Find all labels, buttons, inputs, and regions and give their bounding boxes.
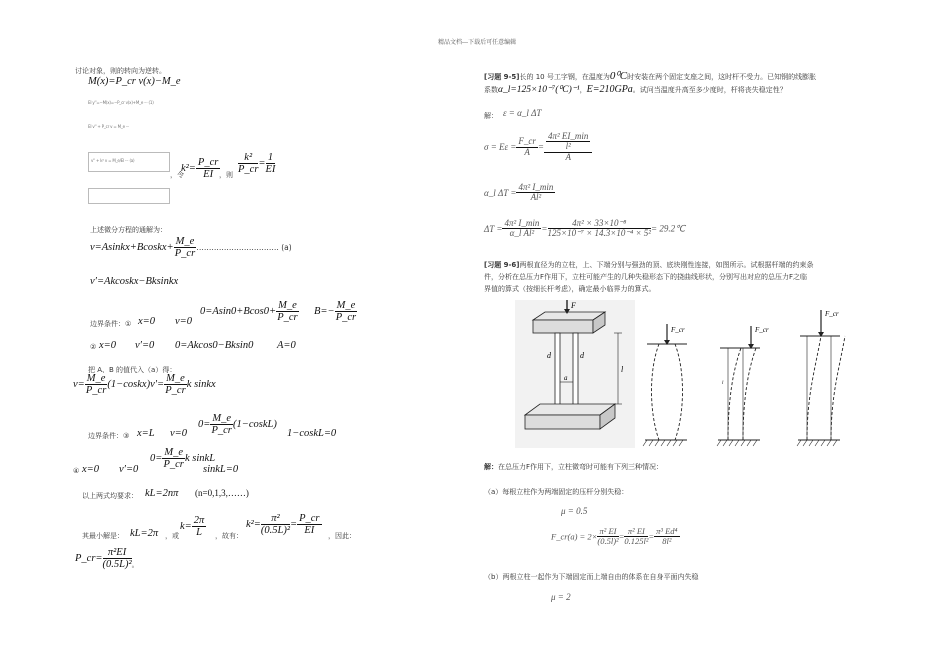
sigma-frac [516, 137, 538, 157]
bc4-num: M_e [164, 447, 184, 458]
bc2-x: x=0 [99, 340, 116, 351]
alpha-num: 4π² I_min [518, 182, 554, 192]
k2b-frac-2 [297, 513, 321, 536]
bc1-B-text: B=− [314, 306, 335, 318]
k2b-eq [246, 513, 322, 536]
blurred-equation-box [88, 152, 170, 172]
bottom-block-face [525, 404, 615, 415]
shape-a-hatch [643, 440, 683, 446]
ling-text: ，令 [170, 171, 184, 179]
shape-b-label: F_cr [755, 326, 769, 334]
label-a: a [564, 374, 568, 382]
v-eq-frac [174, 236, 197, 259]
shape-a-curve-right [675, 344, 683, 440]
column-right [573, 333, 578, 415]
shape-b-curve-right [743, 348, 756, 440]
bc4-frac [162, 447, 185, 470]
bc1-B-frac [335, 300, 358, 323]
v-eq-num: M_e [175, 236, 195, 247]
k2p-num: k² [238, 152, 258, 164]
shape-c-hatch [797, 440, 837, 446]
deltaT-den-2: 125×10⁻⁷ × 14.3×10⁻⁴ × 5² [547, 228, 651, 239]
problem-9-6-line-3: 界值的算式（按细长杆考虑），确定最小临界力的算式。 [484, 285, 656, 293]
shape-b-hatch [717, 440, 757, 446]
shape-b-label-l: l [722, 381, 724, 386]
deltaT-eq-sign: = [541, 223, 548, 234]
k2b-eq-sign: = [290, 519, 298, 531]
bc2-eq: 0=Akcos0−Bksin0 [175, 340, 254, 351]
k-eq [180, 515, 206, 538]
deltaT-lhs: ΔT = [484, 223, 503, 234]
bc1-B-num: M_e [336, 300, 356, 311]
sigma-den: A [524, 146, 530, 157]
subst-text: 把 A、B 的值代入（a）得： [88, 366, 177, 374]
deltaT-den: α_l Al² [509, 228, 535, 239]
pcr-eq [75, 547, 139, 570]
general-solution-text: 上述微分方程的通解为： [90, 226, 167, 234]
bc4-x: x=0 [82, 464, 99, 475]
k2-den: EI [203, 169, 214, 181]
subst-frac [85, 373, 108, 396]
problem-9-5-line-2: 系数α_l=125×10⁻⁷(⁰C)⁻¹，E=210GPa。试问当温度升高至多少度时，杆将丧失稳定性？ [484, 84, 787, 95]
k2b-num: π² [261, 513, 290, 525]
problem-9-5-text-1: 长的 10 号工字钢，在温度为 [519, 73, 610, 81]
min-text: 其最小解是： [82, 532, 124, 540]
sigma-den-2: A [565, 151, 571, 162]
label-d-right: d [580, 351, 584, 360]
bc1-x: x=0 [138, 316, 155, 327]
bc4-den: P_cr [163, 459, 184, 471]
v-eq-den: P_cr [174, 248, 196, 260]
inv-frac [266, 152, 276, 175]
k2b-den: (0.5L)² [260, 525, 291, 537]
bc3-x: x=L [137, 428, 155, 439]
eq-moment: M(x)=P_cr v(x)−M_e [88, 76, 181, 87]
fcr-a-den-3: 8l² [662, 535, 672, 546]
blurred-equation-1: EI y''=−M(x)=−P_cr v(x)+M_e ··· (1) [88, 100, 154, 105]
deltaT-num: 4π² I_min [504, 218, 540, 228]
fcr-a-eq-sign-2: = [648, 531, 655, 542]
shape-c-label: F_cr [825, 310, 839, 318]
k-den: L [196, 527, 202, 539]
sigma-eq [484, 132, 592, 162]
ze-text: ，则 [219, 171, 233, 179]
k-frac [192, 515, 207, 538]
vprime-eq: v′=Akcoskx−Bksinkx [90, 276, 179, 287]
shape-a-label: F_cr [671, 326, 685, 334]
bc3-den: P_cr [211, 425, 232, 437]
shape-c-curve-right [831, 336, 845, 440]
sigma-inner-frac [546, 132, 590, 152]
k-num: 2π [193, 515, 205, 526]
eps-eq: ε = α_l ΔT [503, 108, 542, 118]
fcr-a-lhs: F_cr(a) = 2× [551, 531, 598, 542]
bc4-eq-lhs: 0= [150, 453, 163, 465]
bc2-A: A=0 [277, 340, 296, 351]
buckling-shape-a [643, 324, 687, 446]
bottom-block [525, 415, 600, 429]
alpha-eq [484, 183, 555, 203]
label-l: l [621, 365, 624, 374]
problem-9-5-line-1 [484, 69, 816, 82]
case-a-text: （a）每根立柱作为两端固定的压杆分别失稳： [484, 488, 629, 496]
problem-9-5-text-1b: 时安装在两个固定支座之间，这时杆不受力。已知钢的线膨胀 [627, 73, 817, 81]
subst-num-2: M_e [166, 373, 185, 384]
k2b-frac [261, 513, 290, 536]
top-block [533, 320, 593, 333]
subst-den-2: P_cr [165, 385, 186, 397]
k2p-eq: = [258, 157, 266, 169]
sigma-eq-sign: = [537, 142, 544, 153]
bc-label-1: 边界条件：① [90, 320, 132, 328]
subst-den: P_cr [85, 385, 107, 397]
bc3-v: v=0 [170, 428, 187, 439]
blurred-equation-3: v'' + k² v = M_e/EI ··· (a) [91, 158, 135, 163]
subst-eq [73, 373, 216, 396]
subst-vp: v′= [150, 379, 165, 391]
shape-a-curve-left [652, 344, 660, 440]
k2-frac [196, 157, 220, 180]
shape-b-curve-left [728, 348, 741, 440]
bc3-cos: 1−coskL=0 [287, 428, 337, 439]
solution-2-label: 解： [484, 463, 498, 471]
page-header: 精品文档---下载后可任意编辑 [438, 39, 517, 46]
fcr-a-den-2: 0.125l² [624, 535, 649, 546]
intro-text: 讨论对象，则的转向为逆转。 [75, 67, 166, 75]
yinci-text: ，因此： [328, 532, 356, 540]
both-eq: kL=2nπ [145, 488, 179, 499]
inv-num: 1 [266, 152, 276, 164]
subst-mid: (1−coskx) [107, 379, 151, 391]
bc1-eq [200, 300, 299, 323]
solution-label: 解： [484, 112, 498, 120]
k2p-den: P_cr [238, 164, 259, 176]
general-solution-eq [90, 236, 292, 259]
sigma-inner-num: 4π² EI_min [547, 131, 589, 141]
k-lhs: k= [180, 521, 192, 533]
fcr-a-num-3: π³ Ed⁴ [656, 526, 678, 536]
both-n: (n=0,1,3,……) [195, 488, 249, 498]
sigma-inner-den: l² [565, 141, 571, 152]
bc1-frac [276, 300, 299, 323]
label-F: F [571, 301, 576, 310]
bc4-v: v′=0 [119, 464, 139, 475]
problem-9-5-text-2b: 。试问当温度升高至多少度时，杆将丧失稳定性？ [632, 86, 787, 94]
bc3-num: M_e [212, 413, 232, 424]
k2b-num-2: P_cr [299, 513, 320, 524]
buckling-shape-b [717, 326, 769, 446]
pcr-end: 。 [131, 561, 139, 570]
pcr-num: π²EI [103, 547, 132, 559]
fcr-a-eq [551, 527, 680, 546]
buckling-shape-c [797, 310, 845, 446]
case-b-text: （b）两根立柱一起作为下端固定而上端自由的体系在自身平面内失稳 [484, 573, 699, 581]
fcr-a-frac-2 [624, 527, 648, 546]
k2b-lhs: k²= [246, 519, 261, 531]
deltaT-result: = 29.2℃ [651, 223, 686, 234]
pcr-frac [103, 547, 132, 570]
k2-inverse [238, 152, 275, 175]
mu-b: μ = 2 [551, 592, 571, 602]
bc3-frac [210, 413, 233, 436]
bc3-eq-tail: (1−coskL) [233, 419, 277, 431]
bc4-eq-tail: k sinkL [185, 453, 216, 465]
min-eq: kL=2π [130, 528, 159, 539]
fcr-a-num-2: π² EI [624, 527, 648, 537]
subst-lhs: v= [73, 379, 85, 391]
bc2-v: v′=0 [135, 340, 155, 351]
problem-9-6-text-1: 两根直径为的立柱，上、下端分别与强劲的顶、底块刚性连接，如图所示。试根据杆端的约束条 [519, 261, 814, 269]
bc1-eq-text: 0=Asin0+Bcos0+ [200, 306, 277, 318]
gu-text: ，故有： [215, 532, 243, 540]
subst-tail: k sinkx [186, 379, 216, 391]
bc4-sin: sinkL=0 [203, 464, 239, 475]
alpha-den: Al² [530, 192, 542, 203]
shape-c-curve-left [807, 336, 821, 440]
problem-9-5-text-2a: 系数 [484, 86, 498, 94]
fcr-a-frac-3 [654, 527, 679, 546]
bc3-eq [198, 413, 277, 436]
column-left [555, 333, 560, 415]
pcr-den: (0.5L)² [102, 559, 132, 571]
fcr-a-den: (0.5l)² [597, 535, 619, 546]
solution-2-text: 在总压力F作用下，立柱微弯时可能有下列三种情况： [498, 463, 664, 471]
solution-2-line [484, 462, 663, 472]
problem-9-5-alpha: α_l=125×10⁻⁷(⁰C)⁻¹ [498, 85, 580, 95]
bc1-B-den: P_cr [335, 312, 357, 324]
bc1-B [314, 300, 357, 323]
fcr-a-num: π² EI [597, 527, 618, 537]
deltaT-num-2: 4π² × 33×10⁻⁸ [548, 219, 652, 229]
problem-9-6-line-1 [484, 260, 813, 270]
problem-9-6-line-2: 件，分析在总压力F作用下，立柱可能产生的几种失稳形态下的挠曲线形状，分别写出对应的总压力F之临 [484, 273, 808, 281]
problem-9-5-label: [习题 9-5] [484, 73, 520, 81]
sigma-num: F_cr [518, 136, 536, 147]
bc4-lead: ④ [73, 467, 80, 475]
problem-9-6-label: [习题 9-6] [484, 261, 520, 269]
bc1-v: v=0 [175, 316, 192, 327]
bc2-lead: ② [90, 343, 97, 351]
k2b-den-2: EI [304, 525, 315, 537]
subst-frac-2 [164, 373, 187, 396]
alpha-frac [516, 183, 555, 203]
k2-lhs: k²= [181, 162, 196, 174]
problem-9-5-E: E=210GPa [586, 84, 633, 95]
blurred-equation-2: EI v'' + P_cr v = M_e ··· [88, 124, 130, 129]
inv-den: EI [265, 164, 276, 176]
huo-text: ，或 [165, 532, 179, 540]
label-d-left: d [547, 351, 551, 360]
mu-a: μ = 0.5 [561, 506, 588, 516]
deltaT-frac-2 [548, 219, 652, 239]
fcr-a-eq-sign: = [618, 531, 625, 542]
v-eq-dots: …………………………… (a) [196, 243, 292, 253]
both-text: 以上两式均要求： [82, 492, 138, 500]
sigma-frac-2 [544, 132, 592, 162]
sigma-lhs: σ = Eε = [484, 142, 517, 153]
k2p-frac [238, 152, 258, 175]
problem-9-5-temp: 0⁰C [609, 70, 628, 82]
alpha-lhs: α_l ΔT = [484, 187, 517, 198]
blurred-bracket [88, 188, 170, 204]
bc-label-3: 边界条件：③ [88, 432, 130, 440]
pcr-lhs: P_cr= [75, 553, 103, 565]
deltaT-eq [484, 219, 685, 239]
sigma-num-2 [544, 132, 592, 153]
subst-num: M_e [86, 373, 106, 384]
k2-num: P_cr [197, 157, 219, 168]
column-figure [515, 300, 855, 450]
v-eq-lhs: v=Asinkx+Bcoskx+ [90, 242, 174, 254]
bc3-eq-lhs: 0= [198, 419, 211, 431]
k2-def [181, 157, 220, 180]
bc1-den: P_cr [277, 312, 298, 324]
deltaT-frac [502, 219, 541, 239]
fcr-a-frac [597, 527, 618, 546]
bc1-num: M_e [278, 300, 297, 311]
